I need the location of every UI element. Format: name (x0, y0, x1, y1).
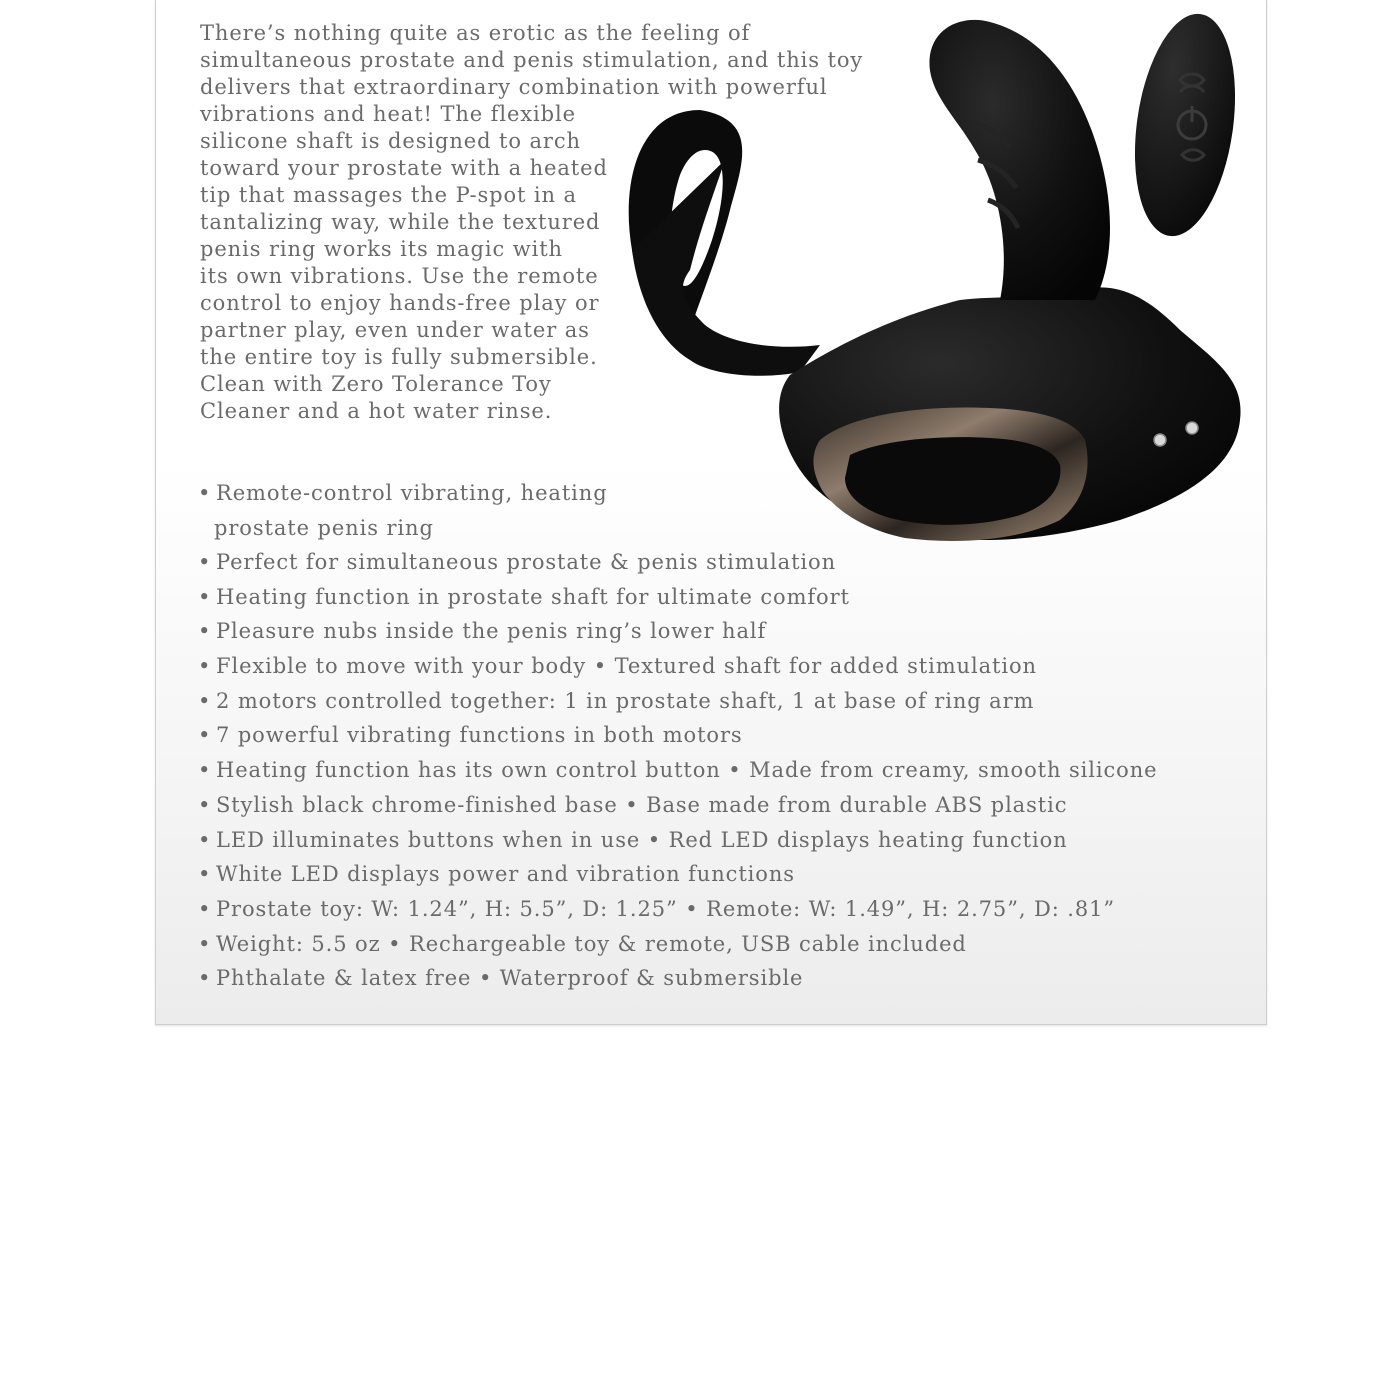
feature-text: Phthalate & latex free • Waterproof & submersible (216, 966, 804, 991)
description-line: Cleaner and a hot water rinse. (200, 399, 553, 423)
feature-item (198, 718, 1157, 753)
description-line: silicone shaft is designed to arch (200, 129, 581, 153)
bullet: • (198, 481, 212, 505)
feature-item (198, 476, 1157, 545)
bullet: • (198, 896, 212, 921)
feature-text: LED illuminates buttons when in use • Red LED displays heating function (216, 827, 1068, 852)
description-line: tantalizing way, while the textured (200, 210, 601, 234)
feature-item (198, 649, 1157, 684)
product-image (600, 5, 1260, 555)
description-line: delivers that extraordinary combination with powerful (200, 75, 828, 99)
bullet: • (198, 688, 212, 713)
feature-text: Perfect for simultaneous prostate & penis stimulation (216, 550, 837, 574)
description-line: There’s nothing quite as erotic as the feeling of (200, 21, 751, 45)
feature-text: Pleasure nubs inside the penis ring’s lower half (216, 619, 767, 644)
feature-text-continued: prostate penis ring (214, 515, 434, 540)
bullet: • (198, 827, 212, 852)
feature-list (198, 476, 1157, 996)
feature-text: 7 powerful vibrating functions in both motors (216, 723, 743, 748)
bullet: • (198, 654, 212, 679)
bullet: • (198, 792, 212, 817)
feature-text: White LED displays power and vibration functions (216, 862, 795, 887)
feature-text: Weight: 5.5 oz • Rechargeable toy & remote, USB cable included (216, 931, 967, 956)
remote-control (1122, 7, 1248, 242)
led-button (1186, 422, 1198, 434)
description-line: penis ring works its magic with (200, 237, 563, 261)
prostate-shaft (929, 20, 1110, 300)
feature-text: 2 motors controlled together: 1 in prostate shaft, 1 at base of ring arm (216, 688, 1035, 713)
feature-item (198, 961, 1157, 996)
description-line: simultaneous prostate and penis stimulation, and this toy (200, 48, 864, 72)
feature-item (198, 892, 1157, 927)
led-button (1154, 434, 1166, 446)
description-line: Clean with Zero Tolerance Toy (200, 372, 552, 396)
feature-item (198, 927, 1157, 962)
feature-text: Heating function in prostate shaft for ultimate comfort (216, 584, 850, 609)
feature-text: Heating function has its own control button • Made from creamy, smooth silicone (216, 758, 1158, 783)
feature-text: Stylish black chrome-finished base • Base made from durable ABS plastic (216, 792, 1068, 817)
description-line: control to enjoy hands-free play or (200, 291, 600, 315)
bullet: • (198, 931, 212, 956)
feature-text: Flexible to move with your body • Textured shaft for added stimulation (216, 654, 1037, 679)
bullet: • (198, 862, 212, 887)
feature-text: Remote-control vibrating, heating (216, 481, 608, 505)
bullet: • (198, 966, 212, 991)
feature-item (198, 788, 1157, 823)
feature-item (198, 857, 1157, 892)
description-line: tip that massages the P-spot in a (200, 183, 577, 207)
description-line: partner play, even under water as (200, 318, 590, 342)
feature-text: Prostate toy: W: 1.24”, H: 5.5”, D: 1.25” • Remote: W: 1.49”, H: 2.75”, D: .81” (216, 896, 1115, 921)
description-line: toward your prostate with a heated (200, 156, 608, 180)
description-line: its own vibrations. Use the remote (200, 264, 599, 288)
description-line: the entire toy is fully submersible. (200, 345, 598, 369)
bullet: • (198, 723, 212, 748)
feature-item (198, 614, 1157, 649)
bullet: • (198, 619, 212, 644)
feature-item (198, 823, 1157, 858)
bullet: • (198, 584, 212, 609)
feature-item (198, 753, 1157, 788)
bullet: • (198, 758, 212, 783)
feature-item (198, 580, 1157, 615)
feature-item (198, 545, 1157, 580)
description-line: vibrations and heat! The flexible (200, 102, 576, 126)
bullet: • (198, 550, 212, 574)
feature-item (198, 684, 1157, 719)
